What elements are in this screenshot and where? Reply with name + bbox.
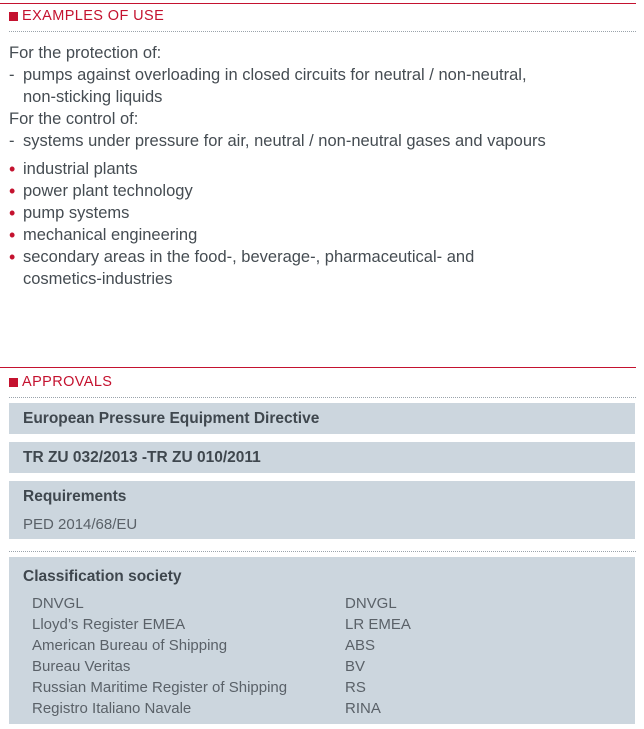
tr-title: TR ZU 032/2013 -TR ZU 010/2011 — [23, 449, 261, 466]
heading-square-icon — [9, 378, 18, 387]
table-row: DNVGL DNVGL — [32, 595, 397, 612]
table-row: Russian Maritime Register of Shipping RS — [32, 679, 366, 696]
classification-title: Classification society — [23, 568, 182, 585]
classification-table — [32, 593, 411, 719]
table-row: American Bureau of Shipping ABS — [32, 637, 376, 654]
bullet-item: • mechanical engineering — [9, 225, 198, 245]
list-item-continued: non-sticking liquids — [23, 88, 163, 106]
bullet-item: • industrial plants — [9, 159, 138, 179]
dotted-divider — [9, 397, 636, 398]
bullet-icon: • — [9, 181, 16, 201]
directive-title: European Pressure Equipment Directive — [23, 410, 320, 427]
table-row: Lloyd’s Register EMEA LR EMEA — [32, 616, 411, 633]
heading-square-icon — [9, 12, 18, 21]
table-row: Bureau Veritas BV — [32, 658, 366, 675]
bullet-item: • power plant technology — [9, 181, 193, 201]
dotted-divider — [9, 31, 636, 32]
bullet-icon: • — [9, 159, 16, 179]
bullet-icon: • — [9, 247, 16, 267]
requirements-box — [9, 481, 635, 539]
directive-box — [9, 403, 635, 434]
bullet-icon: • — [9, 203, 16, 223]
bullet-item: • pump systems — [9, 203, 130, 223]
table-row: Registro Italiano Navale RINA — [32, 700, 381, 717]
protection-intro: For the protection of: — [9, 44, 162, 62]
requirements-value: PED 2014/68/EU — [23, 516, 138, 533]
bullet-icon: • — [9, 225, 16, 245]
approvals-heading — [9, 372, 112, 392]
approvals-top-rule — [0, 367, 636, 368]
approvals-heading-label: APPROVALS — [22, 374, 113, 390]
tr-box — [9, 442, 635, 473]
examples-body — [9, 42, 634, 290]
classification-box — [9, 557, 635, 724]
list-item: - systems under pressure for air, neutral / non-neutral gases and vapours — [9, 132, 546, 150]
section-top-rule — [0, 3, 636, 4]
requirements-title: Requirements — [23, 488, 127, 505]
list-item: - pumps against overloading in closed circuits for neutral / non-neutral, — [9, 66, 527, 84]
bullet-item: • secondary areas in the food-, beverage-, pharmaceutical- and — [9, 247, 475, 267]
examples-heading — [9, 6, 164, 26]
control-intro: For the control of: — [9, 110, 139, 128]
dotted-divider — [9, 551, 636, 552]
examples-heading-label: EXAMPLES OF USE — [22, 8, 165, 24]
bullet-item-continued: cosmetics-industries — [23, 270, 173, 288]
